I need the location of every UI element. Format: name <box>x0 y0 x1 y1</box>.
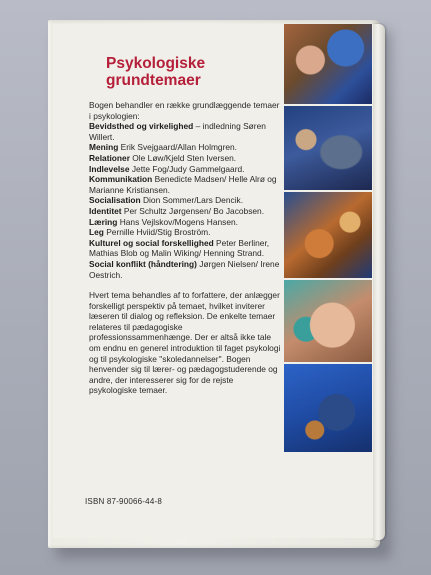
title-line-2: grundtemaer <box>106 72 201 89</box>
theme-item: Relationer Ole Løw/Kjeld Sten Iversen. <box>89 152 237 163</box>
photo-children-3 <box>284 192 372 278</box>
theme-item: Mening Erik Svejgaard/Allan Holmgren. <box>89 142 238 153</box>
photo-children-2 <box>284 106 372 190</box>
theme-item: Indlevelse Jette Fog/Judy Gammelgaard. <box>89 163 245 174</box>
title-line-1: Psykologiske <box>106 55 206 72</box>
theme-item: Læring Hans Vejlskov/Mogens Hansen. <box>89 216 238 227</box>
theme-item: Bevidsthed og virkelighed – indledning Søren Willert. <box>89 121 266 142</box>
isbn: ISBN 87-90066-44-8 <box>85 497 162 506</box>
blurb <box>89 100 281 396</box>
theme-item: Identitet Per Schultz Jørgensen/ Bo Jacobsen. <box>89 205 265 216</box>
photo-girl-smiling <box>284 280 372 362</box>
theme-item: Kulturel og social forskellighed Peter Berliner, Mathias Blob og Malin Wiking/ Henning Strand. <box>89 237 270 259</box>
theme-item: Socialisation Dion Sommer/Lars Dencik. <box>89 195 244 206</box>
description-text: Hvert tema behandles af to forfattere, der anlægger forskelligt perspektiv på temaet, hvilket inviterer læseren til dialog og refleksion. De enkelte temaer relateres til pædagogiske professionssammenhænge. Der er altså ikke tale om endnu en generel introduktion til faget psykologi og til psykologiske "skoledannelser". Bogen henvender sig til lærer- og pædagogstuderende og andre, der interesserer sig for de rejste psykologiske temaer. <box>89 290 281 396</box>
paragraph-gap <box>89 280 281 290</box>
book-title <box>106 55 276 89</box>
theme-item: Social konflikt (håndtering) Jørgen Nielsen/ Irene Oestrich. <box>89 258 280 280</box>
intro-text: Bogen behandler en række grundlæggende temaer i psykologien: <box>89 100 280 121</box>
photo-strip <box>284 24 372 452</box>
photo-children-1 <box>284 24 372 104</box>
theme-item: Kommunikation Benedicte Madsen/ Helle Alrø og Marianne Kristiansen. <box>89 174 277 195</box>
theme-item: Leg Pernille Hviid/Stig Broström. <box>89 227 211 238</box>
book-spine-edge <box>372 24 385 540</box>
photo-children-5 <box>284 364 372 452</box>
